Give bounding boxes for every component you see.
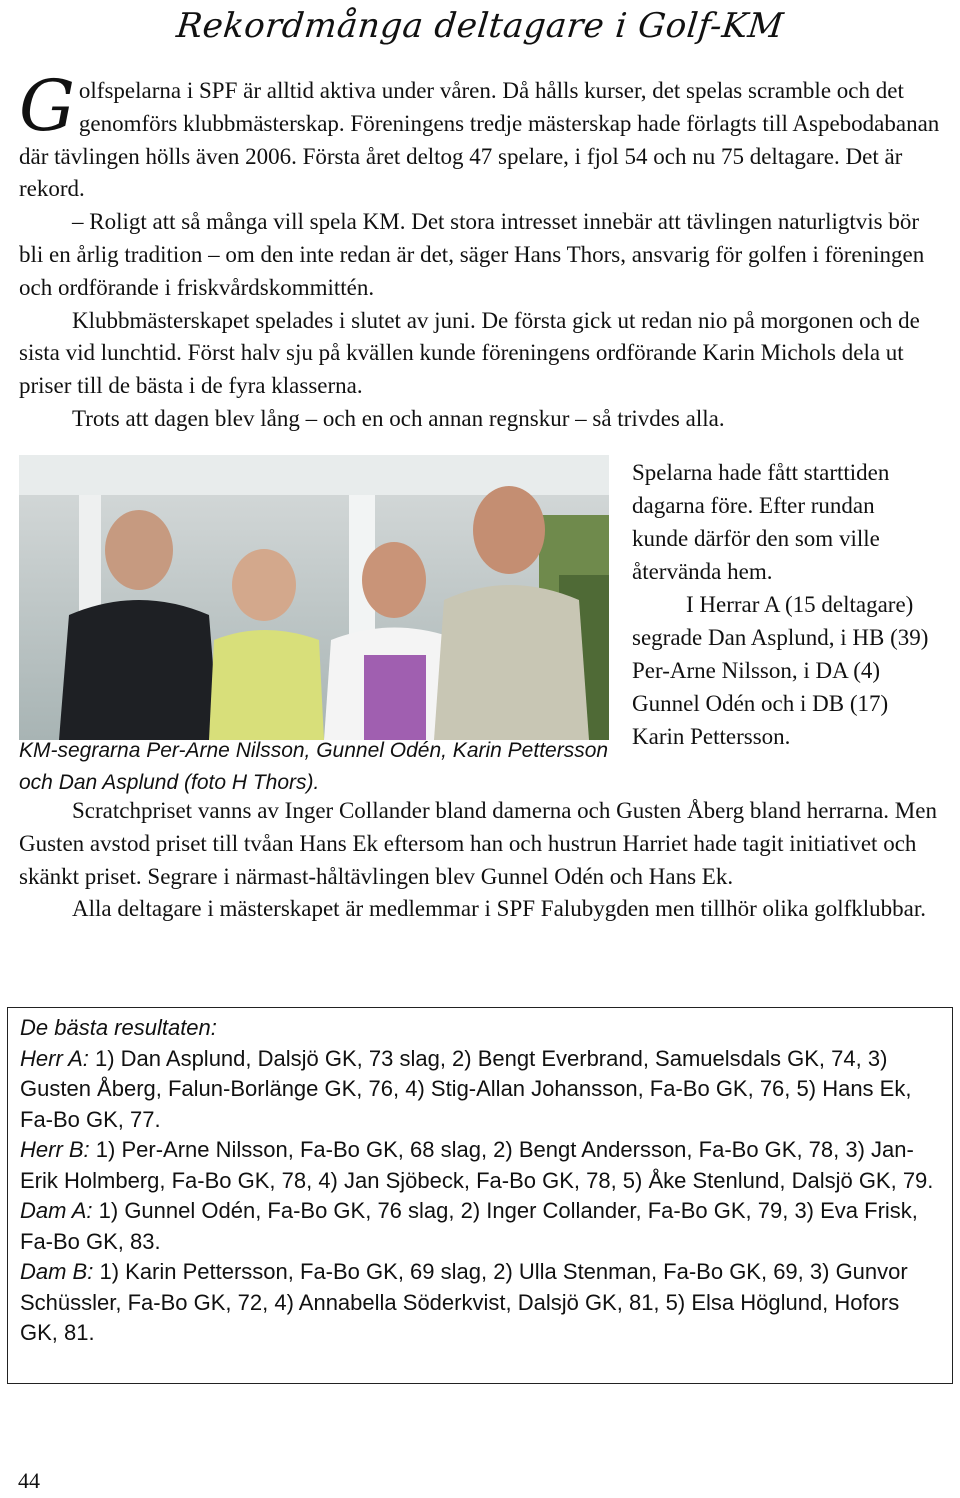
side-paragraph-1: Spelarna hade fått starttiden dagarna före. Efter rundan kunde därför den som ville återvända hem. <box>632 460 890 584</box>
intro-paragraph-4: Trots att dagen blev lång – och en och annan regnskur – så trivdes alla. <box>72 405 725 431</box>
side-column <box>632 456 932 753</box>
drop-cap: G <box>19 65 75 147</box>
intro-paragraph-1: Golfspelarna i SPF är alltid aktiva under våren. Då hålls kurser, det spelas scramble och det genomförs klubbmästerskap. Föreningens tredje mästerskap hade förlagts till Aspebodabanan där tävlingen hölls även 2006. Första året deltog 47 spelare, i fjol 54 och nu 75 deltagare. Det är rekord. <box>19 65 940 202</box>
after-paragraph-1: Scratchpriset vanns av Inger Collander bland damerna och Gusten Åberg bland herrarna. Men Gusten avstod priset till tvåan Hans Ek eftersom han och hustrun Harriet hade tagit initiativet och skänkt priset. Segrare i närmast-håltävlingen blev Gunnel Odén och Hans Ek. <box>19 798 937 889</box>
category-label: Herr B: <box>20 1137 90 1162</box>
page-number: 44 <box>18 1468 40 1493</box>
photo-caption: KM-segrarna Per-Arne Nilsson, Gunnel Odén, Karin Pettersson och Dan Asplund (foto H Thors). <box>19 739 609 794</box>
intro-paragraph-3: Klubbmästerskapet spelades i slutet av juni. De första gick ut redan nio på morgonen och de sista vid lunchtid. Först halv sju på kvällen kunde föreningens ordförande Karin Michols dela ut priser till de bästa i de fyra klasserna. <box>19 307 920 399</box>
category-results: 1) Per-Arne Nilsson, Fa-Bo GK, 68 slag, 2) Bengt Andersson, Fa-Bo GK, 78, 3) Jan-Erik Holmberg, Fa-Bo GK, 78, 4) Jan Sjöbeck, Fa-Bo GK, 78, 5) Åke Stenlund, Dalsjö GK, 79. <box>20 1137 934 1193</box>
intro-text <box>19 65 944 436</box>
category-label: Dam B: <box>20 1259 94 1284</box>
category-results: 1) Karin Pettersson, Fa-Bo GK, 69 slag, 2) Ulla Stenman, Fa-Bo GK, 69, 3) Gunvor Schüssler, Fa-Bo GK, 72, 4) Annabella Söderkvist, Dalsjö GK, 81, 5) Elsa Höglund, Hofors GK, 81. <box>20 1259 908 1345</box>
category-results: 1) Gunnel Odén, Fa-Bo GK, 76 slag, 2) Inger Collander, Fa-Bo GK, 79, 3) Eva Frisk, Fa-Bo GK, 83. <box>20 1198 918 1254</box>
side-paragraph-2: I Herrar A (15 deltagare) segrade Dan Asplund, i HB (39) Per-Arne Nilsson, i DA (4) Gunnel Odén och i DB (17) Karin Pettersson. <box>632 592 929 749</box>
category-label: Herr A: <box>20 1045 89 1071</box>
category-results: 1) Dan Asplund, Dalsjö GK, 73 slag, 2) Bengt Everbrand, Samuelsdals GK, 74, 3) Gusten Åberg, Falun-Borlänge GK, 76, 4) Stig-Allan Johansson, Fa-Bo GK, 76, 5) Hans Ek, Fa-Bo GK, 77. <box>20 1045 912 1132</box>
results-dam-b <box>20 1257 940 1349</box>
results-herr-b <box>20 1135 940 1196</box>
article-headline: Rekordmånga deltagare i Golf-KM <box>174 6 786 46</box>
category-label: Dam A: <box>20 1198 93 1223</box>
results-dam-a <box>20 1196 940 1257</box>
results-herr-a <box>20 1044 940 1136</box>
after-paragraph-2: Alla deltagare i mästerskapet är medlemmar i SPF Falubygden men tillhör olika golfklubbar. <box>72 896 926 922</box>
results-title: De bästa resultaten: <box>20 1015 217 1040</box>
after-photo-text <box>19 795 944 926</box>
intro-paragraph-2: – Roligt att så många vill spela KM. Det stora intresset innebär att tävlingen naturligtvis bör bli en årlig tradition – om den inte redan är det, säger Hans Thors, ansvarig för golfen i föreningen och ordförande i friskvårdskommittén. <box>19 209 925 300</box>
group-photo <box>19 455 609 740</box>
results-box <box>7 1007 953 1384</box>
